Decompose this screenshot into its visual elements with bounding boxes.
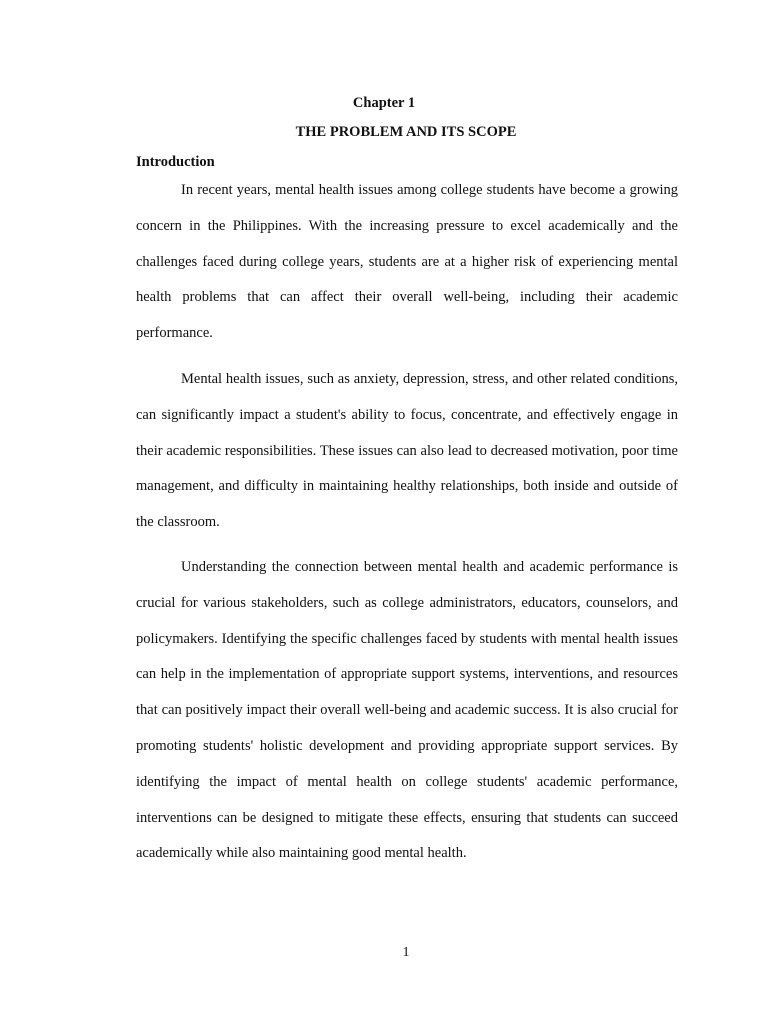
- chapter-label: Chapter 1: [352, 95, 416, 111]
- section-heading: Introduction: [136, 154, 215, 170]
- body-paragraph: In recent years, mental health issues among college students have become a growing concern in the Philippines. With the increasing pressure to excel academically and the challenges faced during college years, students are at a higher risk of experiencing mental health problems that can affect their overall well-being, including their academic performance.: [136, 182, 678, 342]
- body-paragraph: Mental health issues, such as anxiety, depression, stress, and other related conditions, can significantly impact a student's ability to focus, concentrate, and effectively engage in their academic responsibilities. These issues can also lead to decreased motivation, poor time management, and difficulty in maintaining healthy relationships, both inside and outside of the classroom.: [136, 371, 678, 531]
- body-paragraph: Understanding the connection between mental health and academic performance is crucial for various stakeholders, such as college administrators, educators, counselors, and policymakers. Identifying the specific challenges faced by students with mental health issues can help in the implementation of appropriate support systems, interventions, and resources that can positively impact their overall well-being and academic success. It is also crucial for promoting students' holistic development and providing appropriate support services. By identifying the impact of mental health on college students' academic performance, interventions can be designed to mitigate these effects, ensuring that students can succeed academically while also maintaining good mental health.: [136, 559, 678, 862]
- page-number: 1: [402, 945, 410, 960]
- chapter-title: THE PROBLEM AND ITS SCOPE: [295, 124, 517, 140]
